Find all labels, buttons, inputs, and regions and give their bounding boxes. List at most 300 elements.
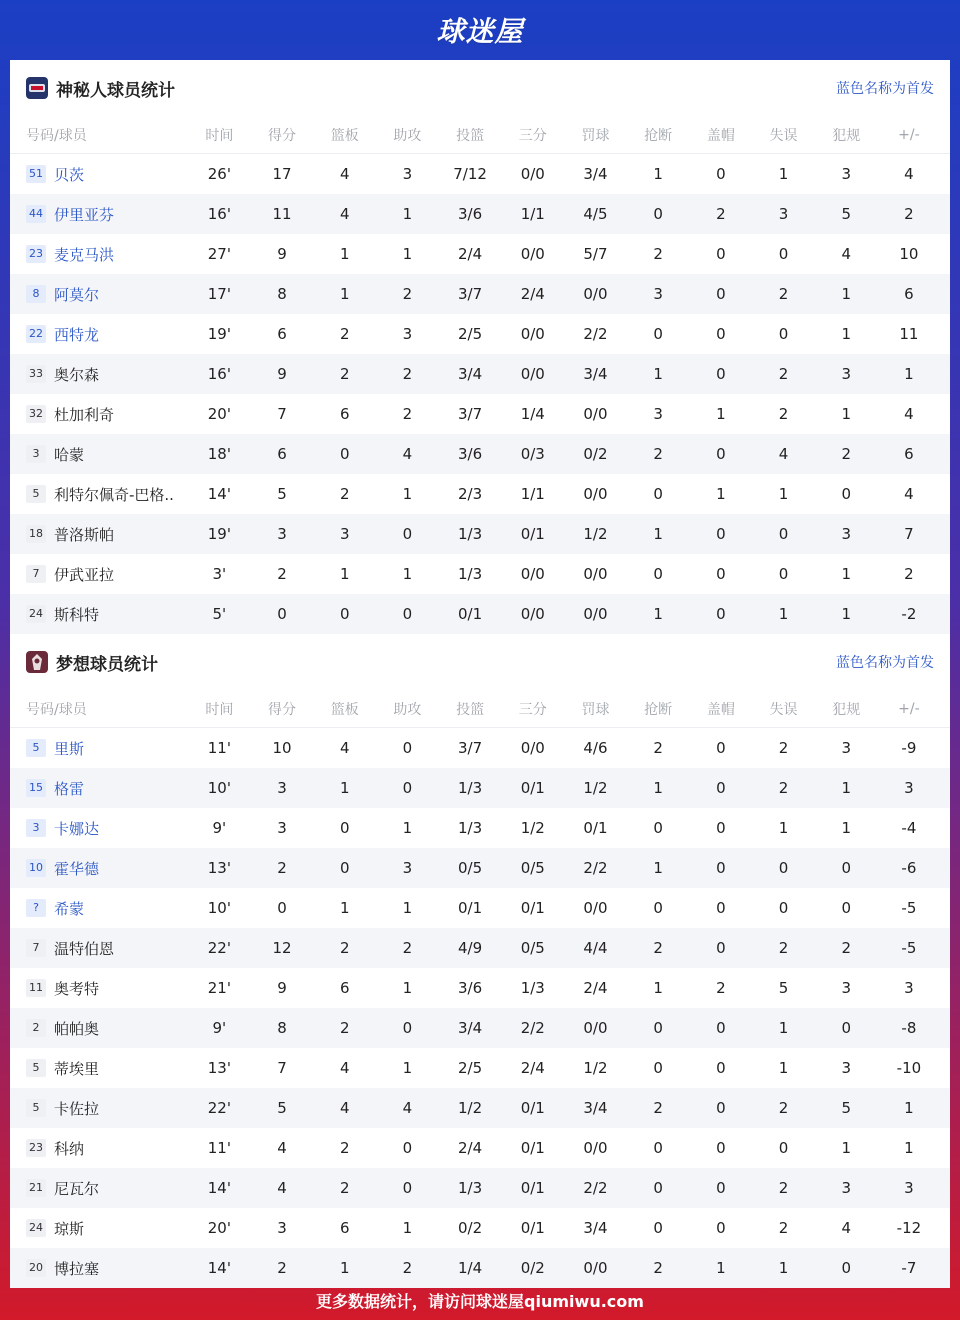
player-row[interactable] [10, 888, 950, 928]
column-header[interactable]: 失误 [769, 701, 798, 718]
stat-cell: 3' [212, 565, 227, 583]
column-header[interactable]: 三分 [518, 127, 547, 144]
stat-cell: 4 [841, 245, 851, 263]
player-name[interactable]: 蒂埃里 [54, 1059, 100, 1078]
stat-cell: 8 [277, 1019, 287, 1037]
starter-note: 蓝色名称为首发 [836, 81, 934, 97]
stat-cell: 5 [778, 979, 789, 997]
jersey-number: 5 [26, 485, 46, 503]
player-name[interactable]: 博拉塞 [54, 1259, 100, 1278]
stat-cell: 1 [716, 485, 726, 503]
player-cell[interactable] [10, 444, 188, 465]
stat-cell: 1 [653, 859, 663, 877]
column-header[interactable]: +/- [898, 700, 920, 717]
stat-cell: 1 [653, 779, 663, 797]
stat-cell: 3/4 [583, 1099, 608, 1117]
stat-cell: 0 [653, 1139, 663, 1157]
player-row[interactable] [10, 1168, 950, 1208]
column-header[interactable]: 时间 [205, 127, 234, 144]
stat-cell: 1 [778, 1019, 789, 1037]
player-name[interactable]: 琼斯 [54, 1219, 85, 1238]
stat-cell: 3 [277, 779, 287, 797]
column-header[interactable]: 盖帽 [706, 701, 735, 718]
stat-cell: 11' [207, 1139, 231, 1157]
stat-cell: 0 [716, 325, 726, 343]
stat-cell: 0 [339, 859, 350, 877]
stat-cell: 2 [653, 739, 663, 757]
stat-cell: 2 [339, 1179, 350, 1197]
player-cell[interactable] [10, 738, 188, 759]
column-header[interactable]: 号码/球员 [26, 127, 87, 144]
stat-cell: 3 [402, 165, 413, 183]
stat-cell: 3 [402, 859, 413, 877]
player-cell[interactable] [10, 204, 188, 225]
stat-cell: 0 [716, 1059, 726, 1077]
column-header[interactable]: +/- [898, 126, 920, 143]
stat-cell: 9' [212, 1019, 227, 1037]
stat-cell: 4/4 [583, 939, 608, 957]
column-header[interactable]: 号码/球员 [26, 701, 87, 718]
player-cell[interactable] [10, 1098, 188, 1119]
stat-cell: 1/3 [458, 819, 483, 837]
stat-cell: 1 [339, 565, 350, 583]
player-cell[interactable] [10, 858, 188, 879]
stat-cell: 3 [841, 739, 851, 757]
stat-cell: 13' [207, 1059, 231, 1077]
stat-cell: 0/5 [520, 939, 545, 957]
stat-cell: 14' [207, 1179, 231, 1197]
column-header[interactable]: 助攻 [393, 127, 422, 144]
stat-cell: 4 [904, 165, 914, 183]
stat-cell: 0 [402, 605, 413, 623]
stat-cell: 4/9 [458, 939, 483, 957]
player-cell[interactable] [10, 524, 188, 545]
player-cell[interactable] [10, 1138, 188, 1159]
player-row[interactable] [10, 194, 950, 234]
player-cell[interactable] [10, 778, 188, 799]
stat-cell: 3 [841, 1059, 851, 1077]
stat-cell: 1 [841, 325, 851, 343]
team-section-mystics [10, 60, 950, 634]
column-header[interactable]: 犯规 [832, 701, 861, 718]
stat-cell: 0 [716, 285, 726, 303]
column-header[interactable]: 抢断 [644, 127, 673, 144]
stat-cell: 1 [402, 485, 413, 503]
stat-cell: 0/0 [520, 605, 545, 623]
player-row[interactable] [10, 514, 950, 554]
player-row[interactable] [10, 274, 950, 314]
player-row[interactable] [10, 768, 950, 808]
stat-cell: 1 [841, 779, 851, 797]
player-row[interactable] [10, 1048, 950, 1088]
player-row[interactable] [10, 928, 950, 968]
jersey-number: 3 [26, 819, 46, 837]
stat-cell: 1 [841, 605, 851, 623]
stat-cell: 4 [402, 445, 413, 463]
player-name[interactable]: 伊武亚拉 [54, 565, 115, 584]
player-row[interactable] [10, 474, 950, 514]
stat-cell: 2 [841, 939, 851, 957]
column-header[interactable]: 犯规 [832, 127, 861, 144]
stat-cell: 1/4 [458, 1259, 483, 1277]
player-row[interactable] [10, 594, 950, 634]
player-name[interactable]: 奥尔森 [54, 365, 100, 384]
stat-cell: 0 [402, 1139, 413, 1157]
player-name[interactable]: 科纳 [54, 1139, 85, 1158]
stat-cell: 5 [277, 1099, 287, 1117]
stat-cell: 0 [716, 1099, 726, 1117]
player-row[interactable] [10, 728, 950, 768]
stat-cell: 1 [653, 605, 663, 623]
stat-cell: -5 [901, 899, 917, 917]
stat-cell: 4/6 [583, 739, 608, 757]
stat-cell: 0 [716, 565, 726, 583]
column-header[interactable]: 助攻 [393, 701, 422, 718]
stat-cell: 1 [778, 485, 789, 503]
stat-cell: 3 [277, 525, 287, 543]
stat-cell: 0/1 [520, 1219, 545, 1237]
player-cell[interactable] [10, 818, 188, 839]
player-cell[interactable] [10, 324, 188, 345]
player-name[interactable]: 麦克马洪 [54, 245, 115, 264]
stat-cell: 21' [207, 979, 231, 997]
stat-cell: 0/0 [583, 1139, 608, 1157]
stat-cell: 0 [716, 939, 726, 957]
stat-cell: 0/2 [458, 1219, 483, 1237]
stat-cell: 1 [778, 819, 789, 837]
player-name[interactable]: 温特伯恩 [54, 939, 115, 958]
stat-cell: 2 [778, 285, 789, 303]
stat-cell: 0/0 [583, 565, 608, 583]
stat-cell: 0 [841, 859, 851, 877]
stat-cell: 0 [339, 605, 350, 623]
column-header[interactable]: 篮板 [330, 127, 359, 144]
stat-cell: 0 [402, 1019, 413, 1037]
jersey-number: 5 [26, 1099, 46, 1117]
stat-cell: 2 [339, 365, 350, 383]
player-row[interactable] [10, 1008, 950, 1048]
player-row[interactable] [10, 1088, 950, 1128]
stat-cell: 2 [402, 285, 413, 303]
jersey-number: 21 [26, 1179, 46, 1197]
jersey-number: 5 [26, 1059, 46, 1077]
player-cell[interactable] [10, 404, 188, 425]
stat-cell: 10 [272, 739, 292, 757]
team-title [26, 650, 158, 675]
stat-cell: 2 [778, 405, 789, 423]
player-name[interactable]: 格雷 [54, 779, 85, 798]
stat-cell: -2 [901, 605, 917, 623]
stat-cell: -4 [901, 819, 917, 837]
stat-cell: 2 [653, 245, 663, 263]
stat-cell: 1/2 [583, 779, 608, 797]
stat-cell: 0/0 [520, 165, 545, 183]
stat-cell: 1 [778, 165, 789, 183]
player-cell[interactable] [10, 284, 188, 305]
stat-cell: 4 [339, 1059, 350, 1077]
team-title [26, 76, 175, 101]
player-name[interactable]: 斯科特 [54, 605, 100, 624]
stat-cell: 0 [778, 565, 789, 583]
stat-cell: 2 [716, 205, 726, 223]
player-name[interactable]: 霍华德 [54, 859, 100, 878]
player-row[interactable] [10, 234, 950, 274]
stat-cell: 0/0 [583, 605, 608, 623]
stat-cell: 19' [207, 325, 231, 343]
player-row[interactable] [10, 394, 950, 434]
stat-cell: 0/0 [583, 405, 608, 423]
stat-cell: 14' [207, 485, 231, 503]
stat-cell: 5 [841, 205, 851, 223]
stat-cell: 0 [402, 779, 413, 797]
stats-card [10, 60, 950, 1280]
column-header[interactable]: 罚球 [581, 127, 610, 144]
player-name[interactable]: 尼瓦尔 [54, 1179, 100, 1198]
jersey-number: 11 [26, 979, 46, 997]
column-header[interactable]: 时间 [205, 701, 234, 718]
stat-cell: 0 [653, 205, 663, 223]
stat-cell: 0 [716, 165, 726, 183]
stat-cell: 0 [841, 1019, 851, 1037]
stat-cell: 0/0 [583, 899, 608, 917]
stat-cell: 0 [653, 1059, 663, 1077]
stat-cell: 1/3 [458, 525, 483, 543]
player-name[interactable]: 阿莫尔 [54, 285, 100, 304]
player-cell[interactable] [10, 978, 188, 999]
jersey-number: 7 [26, 939, 46, 957]
stat-cell: 0 [653, 899, 663, 917]
player-cell[interactable] [10, 244, 188, 265]
jersey-number: 23 [26, 245, 46, 263]
stat-cell: 0 [778, 1139, 789, 1157]
site-logo[interactable]: 球迷屋 [436, 15, 524, 48]
player-cell[interactable] [10, 1018, 188, 1039]
stat-cell: 7 [904, 525, 914, 543]
stat-cell: 2 [402, 939, 413, 957]
stat-cell: 2 [339, 939, 350, 957]
stat-cell: 5/7 [583, 245, 608, 263]
stat-cell: 0 [716, 1219, 726, 1237]
stat-cell: 2 [716, 979, 726, 997]
stat-cell: 0 [716, 779, 726, 797]
player-cell[interactable] [10, 564, 188, 585]
column-header[interactable]: 三分 [518, 701, 547, 718]
player-name[interactable]: 卡佐拉 [54, 1099, 100, 1118]
stat-cell: 0/0 [583, 1019, 608, 1037]
stat-cell: 2 [277, 859, 287, 877]
player-name[interactable]: 哈蒙 [54, 445, 85, 464]
column-header[interactable]: 罚球 [581, 701, 610, 718]
stat-cell: 0 [841, 899, 851, 917]
stat-cell: 4 [339, 165, 350, 183]
player-name[interactable]: 杜加利奇 [54, 405, 115, 424]
player-row[interactable] [10, 434, 950, 474]
stat-cell: 2 [339, 325, 350, 343]
jersey-number: 20 [26, 1259, 46, 1277]
stat-cell: 0 [841, 485, 851, 503]
stat-cell: 2/3 [458, 485, 483, 503]
starter-note: 蓝色名称为首发 [836, 655, 934, 671]
stat-cell: 0/0 [583, 485, 608, 503]
stat-cell: 3 [402, 325, 413, 343]
stat-cell: 13' [207, 859, 231, 877]
column-header[interactable]: 抢断 [644, 701, 673, 718]
stat-cell: 2/2 [583, 859, 608, 877]
stat-cell: 0/3 [520, 445, 545, 463]
column-header[interactable]: 投篮 [456, 701, 485, 718]
stat-cell: 2/5 [458, 1059, 483, 1077]
stat-cell: 0/0 [520, 739, 545, 757]
player-row[interactable] [10, 1128, 950, 1168]
dream-logo-icon [26, 651, 48, 673]
player-name[interactable]: 利特尔佩奇-巴格.. [54, 485, 174, 504]
stat-cell: 22' [207, 939, 231, 957]
player-row[interactable] [10, 808, 950, 848]
stat-cell: 4/5 [583, 205, 608, 223]
stat-cell: 0 [277, 605, 287, 623]
stat-cell: 2/5 [458, 325, 483, 343]
player-cell[interactable] [10, 604, 188, 625]
stat-cell: 0 [402, 1179, 413, 1197]
player-row[interactable] [10, 554, 950, 594]
player-name[interactable]: 里斯 [54, 739, 85, 758]
stat-cell: 3 [653, 285, 663, 303]
stat-cell: -10 [896, 1059, 922, 1077]
jersey-number: 8 [26, 285, 46, 303]
player-name[interactable]: 普洛斯帕 [54, 525, 115, 544]
stat-cell: 1 [402, 205, 413, 223]
stat-cell: 2/2 [583, 1179, 608, 1197]
jersey-number: ? [26, 899, 46, 917]
player-row[interactable] [10, 154, 950, 194]
stat-cell: 2 [277, 565, 287, 583]
player-cell[interactable] [10, 1218, 188, 1239]
stat-cell: 0/2 [520, 1259, 545, 1277]
stat-cell: 2 [778, 1179, 789, 1197]
column-header[interactable]: 投篮 [456, 127, 485, 144]
section-header [10, 634, 950, 690]
stat-cell: 0 [716, 445, 726, 463]
stat-cell: 1 [778, 1259, 789, 1277]
stat-cell: 0/1 [520, 899, 545, 917]
stat-cell: 0 [402, 739, 413, 757]
stat-cell: 0/0 [520, 565, 545, 583]
stat-cell: 3 [778, 205, 789, 223]
jersey-number: 15 [26, 779, 46, 797]
stat-cell: 1 [716, 405, 726, 423]
stat-cell: 10' [207, 899, 231, 917]
player-cell[interactable] [10, 898, 188, 919]
stat-cell: 6 [904, 445, 914, 463]
stat-cell: 0 [716, 1019, 726, 1037]
stat-cell: 9 [277, 979, 287, 997]
stat-cell: -9 [901, 739, 917, 757]
stat-cell: 1 [402, 819, 413, 837]
stat-cell: 4 [339, 205, 350, 223]
jersey-number: 44 [26, 205, 46, 223]
stat-cell: 3/7 [458, 285, 483, 303]
stat-cell: 3/4 [583, 365, 608, 383]
player-cell[interactable] [10, 164, 188, 185]
footer-banner[interactable] [0, 1280, 960, 1320]
stat-cell: 4 [841, 1219, 851, 1237]
column-header[interactable]: 得分 [268, 701, 297, 718]
table-header-row [10, 690, 950, 728]
stat-cell: 7/12 [453, 165, 487, 183]
column-header[interactable]: 篮板 [330, 701, 359, 718]
stat-cell: 3 [904, 779, 914, 797]
player-row[interactable] [10, 1208, 950, 1248]
stat-cell: 1 [402, 1059, 413, 1077]
player-row[interactable] [10, 354, 950, 394]
stat-cell: 9 [277, 245, 287, 263]
stat-cell: 1 [841, 405, 851, 423]
stat-cell: 0/1 [583, 819, 608, 837]
player-cell[interactable] [10, 1258, 188, 1279]
player-name[interactable]: 奥考特 [54, 979, 100, 998]
stat-cell: 10 [899, 245, 919, 263]
stat-cell: 2 [339, 1019, 350, 1037]
stat-cell: 0 [716, 1139, 726, 1157]
player-cell[interactable] [10, 1058, 188, 1079]
jersey-number: 24 [26, 605, 46, 623]
player-name[interactable]: 希蒙 [54, 899, 85, 918]
stat-cell: 1 [904, 1139, 914, 1157]
stat-cell: -5 [901, 939, 917, 957]
jersey-number: 32 [26, 405, 46, 423]
player-cell[interactable] [10, 1178, 188, 1199]
player-name[interactable]: 伊里亚芬 [54, 205, 115, 224]
stat-cell: 0 [653, 1019, 663, 1037]
player-name[interactable]: 卡娜达 [54, 819, 100, 838]
stat-cell: 4 [277, 1139, 287, 1157]
stat-cell: 1/3 [520, 979, 545, 997]
player-row[interactable] [10, 848, 950, 888]
stat-cell: 3 [841, 365, 851, 383]
stat-cell: 14' [207, 1259, 231, 1277]
stat-cell: 3/7 [458, 739, 483, 757]
player-cell[interactable] [10, 364, 188, 385]
player-cell[interactable] [10, 938, 188, 959]
stat-cell: 20' [207, 1219, 231, 1237]
stat-cell: 0/1 [520, 779, 545, 797]
stat-cell: 0/5 [520, 859, 545, 877]
player-name[interactable]: 西特龙 [54, 325, 100, 344]
stat-cell: 11' [207, 739, 231, 757]
column-header[interactable]: 失误 [769, 127, 798, 144]
stat-cell: 1 [339, 245, 350, 263]
player-name[interactable]: 帕帕奥 [54, 1019, 100, 1038]
stat-cell: 1 [339, 899, 350, 917]
column-header[interactable]: 得分 [268, 127, 297, 144]
player-row[interactable] [10, 968, 950, 1008]
player-row[interactable] [10, 314, 950, 354]
stat-cell: 3/4 [583, 1219, 608, 1237]
column-header[interactable]: 盖帽 [706, 127, 735, 144]
stat-cell: -7 [901, 1259, 917, 1277]
stat-cell: 1 [402, 1219, 413, 1237]
stat-cell: 2 [653, 1099, 663, 1117]
player-name[interactable]: 贝茨 [54, 165, 85, 184]
mystics-logo-icon [26, 77, 48, 99]
stat-cell: 12 [272, 939, 292, 957]
section-header [10, 60, 950, 116]
player-cell[interactable] [10, 484, 188, 505]
stat-cell: 1 [339, 285, 350, 303]
stat-cell: 2 [904, 205, 914, 223]
stat-cell: -6 [901, 859, 917, 877]
stat-cell: 1 [841, 819, 851, 837]
